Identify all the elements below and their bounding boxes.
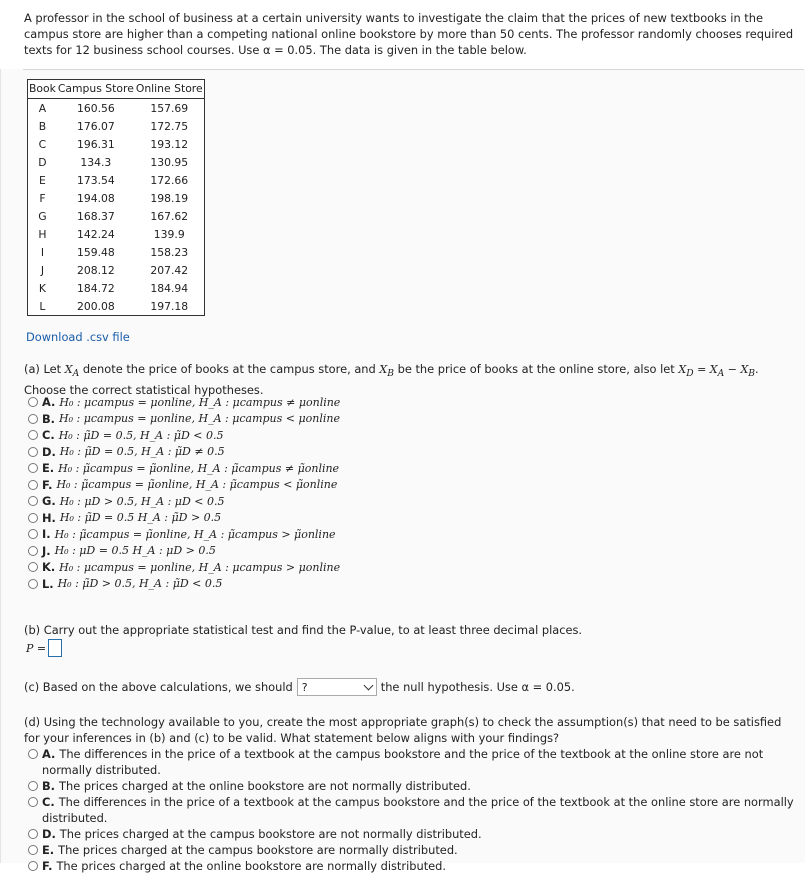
- option-letter: B.: [42, 779, 56, 793]
- option-text: H₀ : μD > 0.5, H_A : μD < 0.5: [59, 494, 225, 508]
- option-letter: D.: [42, 827, 56, 841]
- option-text: H₀ : μ̃D = 0.5 H_A : μ̃D > 0.5: [59, 511, 222, 525]
- option-text: H₀ : μ̃campus = μ̃online, H_A : μ̃campus ≠ μ̃online: [58, 461, 340, 475]
- hypothesis-option[interactable]: [28, 543, 340, 560]
- option-letter: E.: [42, 461, 55, 476]
- part-a-options: [28, 394, 340, 592]
- cell-online-price: 130.95: [150, 155, 189, 169]
- p-value-line: [26, 639, 62, 657]
- cell-book: E: [39, 173, 46, 187]
- part-c-suffix: the null hypothesis. Use α = 0.05.: [380, 680, 575, 694]
- hypothesis-option[interactable]: [28, 477, 340, 494]
- table-row: [28, 171, 205, 189]
- radio-button[interactable]: [28, 829, 38, 839]
- option-letter: J.: [42, 543, 51, 558]
- table-row: [28, 99, 205, 118]
- assumption-option[interactable]: [28, 826, 798, 842]
- hypothesis-option[interactable]: [28, 526, 340, 543]
- cell-online-price: 167.62: [150, 209, 189, 223]
- option-letter: H.: [42, 510, 56, 525]
- cell-book: J: [40, 263, 45, 277]
- table-body: [28, 99, 205, 316]
- part-b-prompt: (b) Carry out the appropriate statistical test and find the P-value, to at least three decimal places.: [24, 623, 583, 637]
- hypothesis-option[interactable]: [28, 411, 340, 428]
- option-letter: K.: [42, 560, 56, 575]
- option-letter: F.: [42, 859, 53, 873]
- assumption-option[interactable]: [28, 842, 798, 858]
- radio-button[interactable]: [28, 414, 38, 424]
- header-online-store: Online Store: [135, 80, 204, 99]
- assumption-option[interactable]: [28, 778, 798, 794]
- option-letter: C.: [42, 428, 55, 443]
- cell-book: B: [38, 119, 47, 133]
- option-text: The prices charged at the online bookstore are normally distributed.: [56, 859, 447, 873]
- option-text: H₀ : μ̃D > 0.5, H_A : μ̃D < 0.5: [57, 577, 223, 591]
- cell-campus-price: 168.37: [76, 209, 115, 223]
- cell-online-price: 207.42: [150, 263, 189, 277]
- problem-intro: A professor in the school of business at a certain university wants to investigate the claim that the prices of new textbooks in the campus store are higher than a competing national online bookstore by more than 50 cents. The professor randomly chooses required texts for 12 business school courses. Use α = 0.05. The data is given in the table below.: [24, 11, 794, 57]
- part-c-prompt: (c) Based on the above calculations, we should: [24, 680, 293, 694]
- table-row: [28, 279, 205, 297]
- table-row: [28, 243, 205, 261]
- radio-button[interactable]: [28, 397, 38, 407]
- option-text: The prices charged at the campus bookstore are normally distributed.: [58, 843, 458, 857]
- radio-button[interactable]: [28, 430, 38, 440]
- cell-book: K: [38, 281, 46, 295]
- option-text: H₀ : μ̃campus = μ̃online, H_A : μ̃campus > μ̃online: [54, 527, 336, 541]
- radio-button[interactable]: [28, 463, 38, 473]
- option-text: The prices charged at the online bookstore are not normally distributed.: [59, 779, 471, 793]
- radio-button[interactable]: [28, 447, 38, 457]
- cell-campus-price: 173.54: [76, 173, 115, 187]
- cell-book: H: [38, 227, 47, 241]
- download-csv-link[interactable]: Download .csv file: [26, 330, 130, 344]
- header-campus-store: Campus Store: [57, 80, 135, 99]
- cell-campus-price: 196.31: [76, 137, 115, 151]
- option-letter: A.: [42, 747, 56, 761]
- table-row: [28, 207, 205, 225]
- option-text: H₀ : μ̃D = 0.5, H_A : μ̃D ≠ 0.5: [59, 445, 225, 459]
- option-letter: D.: [42, 444, 56, 459]
- cell-book: C: [38, 137, 47, 151]
- option-letter: F.: [42, 477, 53, 492]
- cell-online-price: 184.94: [150, 281, 189, 295]
- table-row: [28, 225, 205, 243]
- table-row: [28, 153, 205, 171]
- p-value-input[interactable]: [48, 639, 62, 657]
- assumption-option[interactable]: [28, 746, 798, 778]
- cell-campus-price: 208.12: [76, 263, 115, 277]
- radio-button[interactable]: [28, 781, 38, 791]
- option-letter: C.: [42, 795, 55, 809]
- cell-book: G: [38, 209, 47, 223]
- data-table: [27, 79, 205, 316]
- hypothesis-option[interactable]: [28, 559, 340, 576]
- option-text: H₀ : μcampus = μonline, H_A : μcampus > μonline: [59, 560, 341, 574]
- cell-online-price: 158.23: [150, 245, 189, 259]
- header-book: Book: [28, 80, 57, 99]
- radio-button[interactable]: [28, 562, 38, 572]
- option-text: H₀ : μcampus = μonline, H_A : μcampus < μonline: [59, 412, 340, 426]
- option-letter: G.: [42, 494, 56, 509]
- assumption-option[interactable]: [28, 794, 798, 826]
- radio-button[interactable]: [28, 529, 38, 539]
- hypothesis-option[interactable]: [28, 444, 340, 461]
- decision-select[interactable]: [297, 678, 377, 696]
- divider: [23, 69, 804, 70]
- cell-campus-price: 194.08: [76, 191, 115, 205]
- radio-button[interactable]: [28, 797, 38, 807]
- radio-button[interactable]: [28, 579, 38, 589]
- cell-online-price: 172.75: [150, 119, 189, 133]
- cell-online-price: 197.18: [150, 299, 189, 313]
- cell-online-price: 172.66: [150, 173, 189, 187]
- option-letter: B.: [42, 411, 56, 426]
- cell-online-price: 193.12: [150, 137, 189, 151]
- cell-book: D: [38, 155, 47, 169]
- p-value-label: P =: [26, 641, 47, 655]
- table-row: [28, 297, 205, 316]
- hypothesis-option[interactable]: [28, 427, 340, 444]
- radio-button[interactable]: [28, 513, 38, 523]
- table-header-row: [28, 80, 205, 99]
- part-d-prompt: (d) Using the technology available to you, create the most appropriate graph(s) to check the assumption(s) that need to be satisfied for your inferences in (b) and (c) to be valid. What statement below aligns with your findings?: [24, 715, 782, 745]
- assumption-option[interactable]: [28, 858, 798, 874]
- radio-button[interactable]: [28, 480, 38, 490]
- option-text: The differences in the price of a textbook at the campus bookstore and the price of the textbook at the online store are normally distributed.: [42, 795, 794, 825]
- cell-book: A: [38, 101, 47, 115]
- part-a-prompt: (a) Let $X_A$ denote the price of books at the campus store, and $X_B$ be the price of books at the online store, also let $X_D = X_A - X_B$. Choose the correct statistical hypotheses.: [24, 362, 759, 398]
- decision-select-value: ?: [301, 680, 308, 694]
- table-row: [28, 189, 205, 207]
- option-text: The differences in the price of a textbook at the campus bookstore and the price of the textbook at the online store are not normally distributed.: [42, 747, 764, 777]
- option-letter: A.: [42, 395, 56, 410]
- option-letter: I.: [42, 527, 51, 542]
- chevron-down-icon: [363, 681, 373, 691]
- cell-book: I: [40, 245, 45, 259]
- cell-campus-price: 159.48: [76, 245, 115, 259]
- cell-online-price: 139.9: [153, 227, 185, 241]
- radio-button[interactable]: [28, 749, 38, 759]
- option-text: H₀ : μcampus = μonline, H_A : μcampus ≠ μonline: [59, 395, 341, 409]
- table-row: [28, 261, 205, 279]
- option-text: H₀ : μD = 0.5 H_A : μD > 0.5: [54, 544, 216, 558]
- cell-campus-price: 176.07: [76, 119, 115, 133]
- part-d-options: [28, 746, 798, 874]
- radio-button[interactable]: [28, 845, 38, 855]
- option-letter: E.: [42, 843, 55, 857]
- cell-campus-price: 142.24: [76, 227, 115, 241]
- hypothesis-option[interactable]: [28, 510, 340, 527]
- hypothesis-option[interactable]: [28, 493, 340, 510]
- option-text: The prices charged at the campus bookstore are not normally distributed.: [59, 827, 482, 841]
- table-row: [28, 117, 205, 135]
- hypothesis-option[interactable]: [28, 460, 340, 477]
- radio-button[interactable]: [28, 546, 38, 556]
- radio-button[interactable]: [28, 496, 38, 506]
- cell-book: L: [39, 299, 46, 313]
- option-text: H₀ : μ̃campus = μ̃online, H_A : μ̃campus < μ̃online: [56, 478, 338, 492]
- option-text: H₀ : μ̃D = 0.5, H_A : μ̃D < 0.5: [58, 428, 224, 442]
- cell-campus-price: 134.3: [80, 155, 112, 169]
- table-row: [28, 135, 205, 153]
- hypothesis-option[interactable]: [28, 576, 340, 593]
- cell-online-price: 157.69: [150, 101, 189, 115]
- cell-campus-price: 200.08: [76, 299, 115, 313]
- part-c-line: [24, 678, 575, 696]
- cell-book: F: [39, 191, 46, 205]
- cell-campus-price: 160.56: [76, 101, 115, 115]
- hypothesis-option[interactable]: [28, 394, 340, 411]
- cell-online-price: 198.19: [150, 191, 189, 205]
- option-letter: L.: [42, 576, 54, 591]
- cell-campus-price: 184.72: [76, 281, 115, 295]
